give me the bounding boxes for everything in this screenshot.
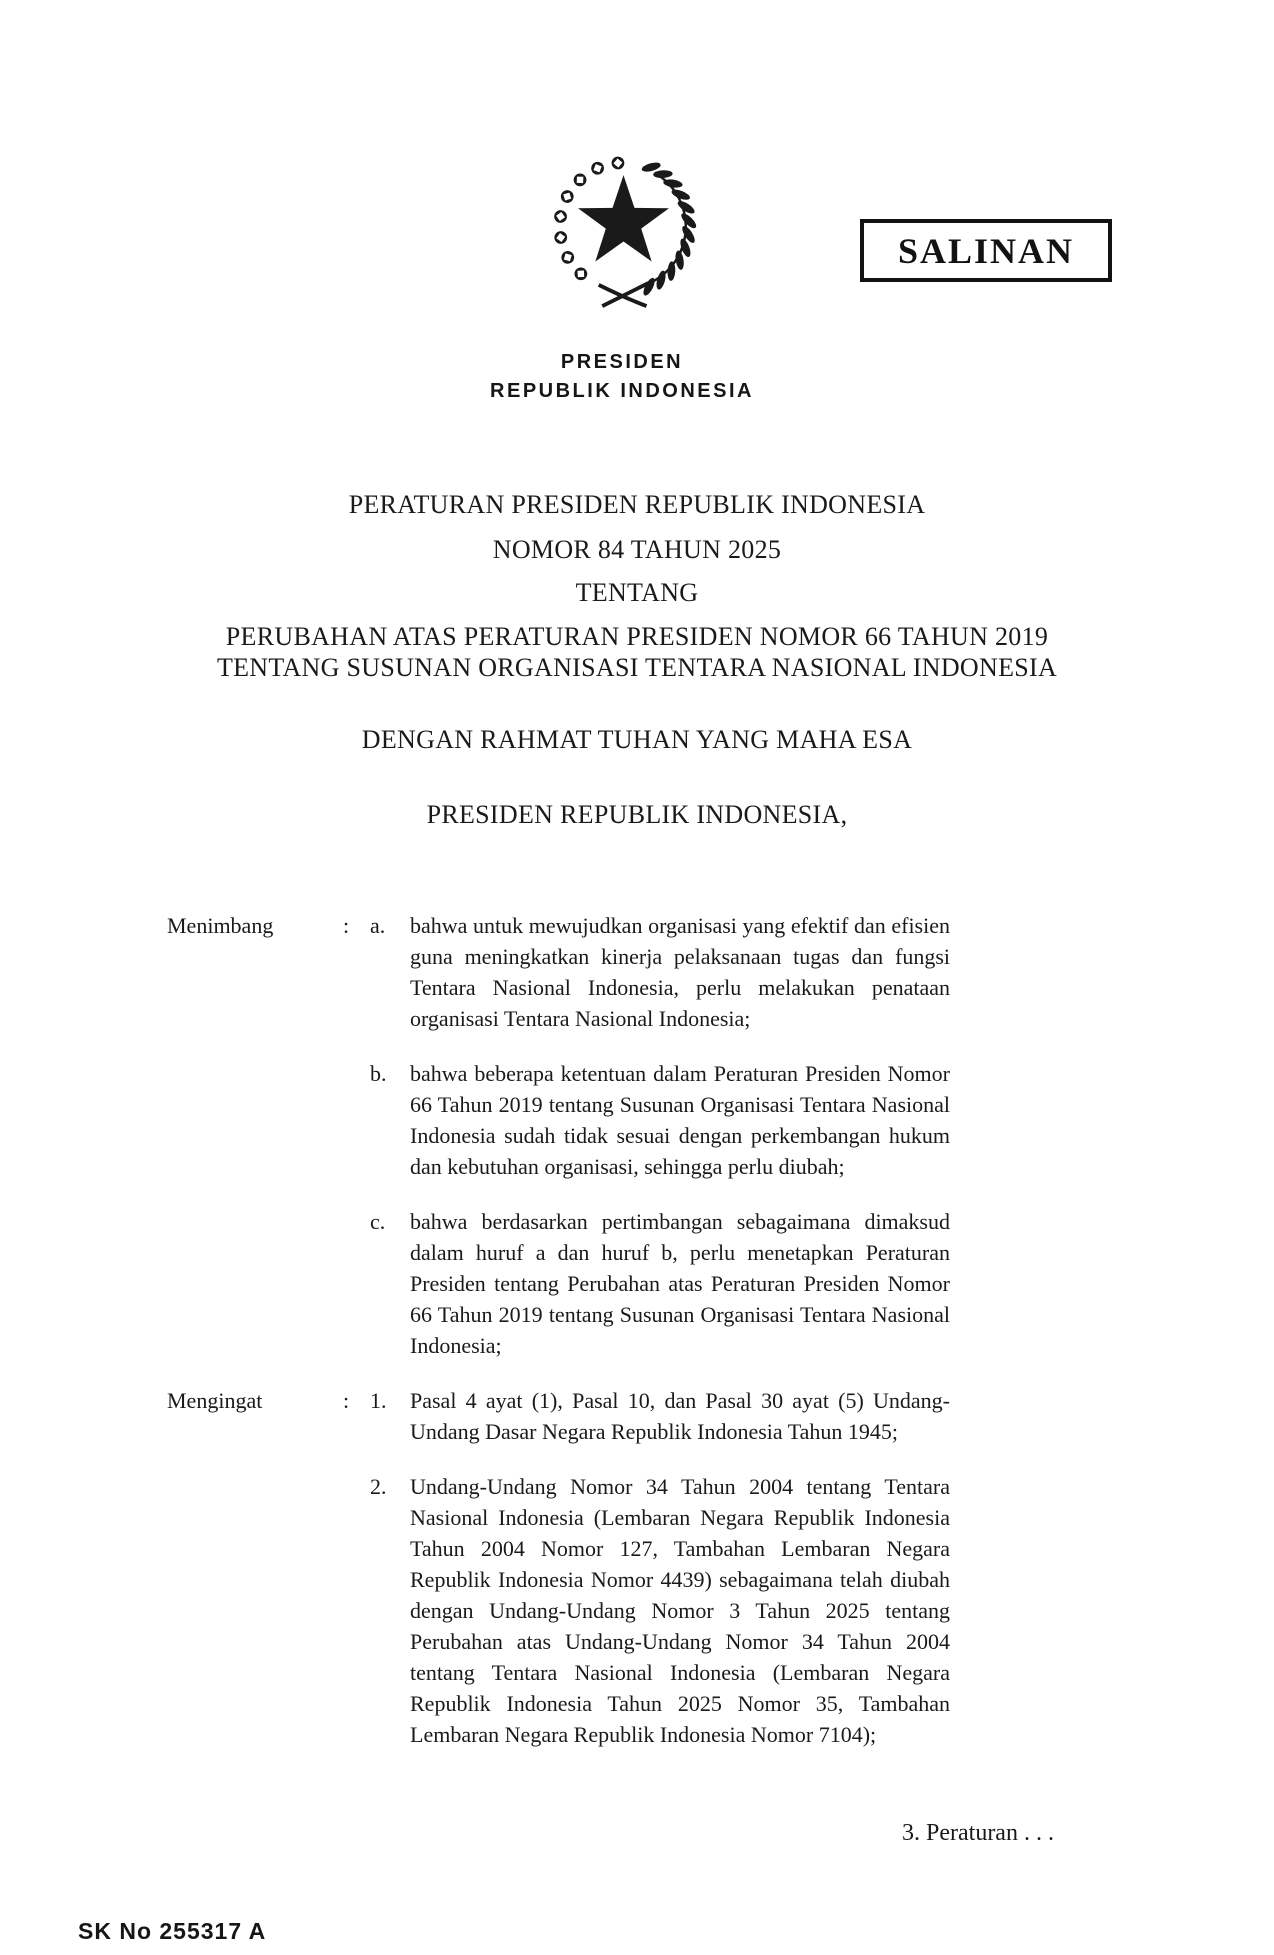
recalling-item-2	[167, 1471, 950, 1750]
recalling-item-1-marker: 1.	[370, 1388, 387, 1413]
letterhead-line1: PRESIDEN	[560, 351, 684, 373]
considering-item-b	[167, 1058, 950, 1182]
title-line-3: TENTANG	[575, 578, 699, 607]
laurel-branch-icon	[639, 161, 698, 297]
recalling-item-2-text: Undang-Undang Nomor 34 Tahun 2004 tentang Tentara Nasional Indonesia (Lembaran Negara Republik Indonesia Tahun 2004 Nomor 127, Tambahan Lembaran Negara Republik Indonesia Nomor 4439) sebagaimana telah diubah dengan Undang-Undang Nomor 3 Tahun 2025 tentang Perubahan atas Undang-Undang Nomor 34 Tahun 2004 tentang Tentara Nasional Indonesia (Lembaran Negara Republik Indonesia Tahun 2025 Nomor 35, Tambahan Lembaran Negara Republik Indonesia Nomor 7104);	[410, 1474, 950, 1747]
considering-item-a	[167, 910, 950, 1034]
presidential-star-wreath-emblem-icon	[535, 140, 712, 320]
star-icon	[578, 175, 669, 261]
letterhead-line2: REPUBLIK INDONESIA	[490, 380, 754, 402]
considering-item-b-text: bahwa beberapa ketentuan dalam Peraturan Presiden Nomor 66 Tahun 2019 tentang Susunan Organisasi Tentara Nasional Indonesia sudah tidak sesuai dengan perkembangan hukum dan kebutuhan organisasi, sehingga perlu diubah;	[410, 1061, 950, 1179]
salinan-stamp	[860, 219, 1112, 282]
title-line-2: NOMOR 84 TAHUN 2025	[492, 535, 782, 564]
invocation-line: DENGAN RAHMAT TUHAN YANG MAHA ESA	[361, 725, 913, 754]
sk-number: SK No 255317 A	[78, 1918, 267, 1944]
title-line-1: PERATURAN PRESIDEN REPUBLIK INDONESIA	[348, 490, 926, 519]
considering-item-a-text: bahwa untuk mewujudkan organisasi yang efektif dan efisien guna meningkatkan kinerja pelaksanaan tugas dan fungsi Tentara Nasional Indonesia, perlu melakukan penataan organisasi Tentara Nasional Indonesia;	[410, 913, 950, 1031]
salinan-stamp-label: SALINAN	[897, 230, 1075, 271]
recalling-label: Mengingat	[167, 1388, 263, 1413]
title-line-5: TENTANG SUSUNAN ORGANISASI TENTARA NASIONAL INDONESIA	[216, 653, 1058, 682]
considering-label: Menimbang	[167, 913, 274, 938]
salutation-line: PRESIDEN REPUBLIK INDONESIA,	[426, 800, 848, 829]
recalling-item-2-marker: 2.	[370, 1474, 387, 1499]
crossed-stems-icon	[599, 283, 649, 306]
title-line-4: PERUBAHAN ATAS PERATURAN PRESIDEN NOMOR 66 TAHUN 2019	[225, 622, 1049, 651]
considering-colon: :	[343, 913, 350, 938]
letterhead	[447, 348, 797, 406]
considering-item-c-text: bahwa berdasarkan pertimbangan sebagaimana dimaksud dalam huruf a dan huruf b, perlu menetapkan Peraturan Presiden tentang Perubahan atas Peraturan Presiden Nomor 66 Tahun 2019 tentang Susunan Organisasi Tentara Nasional Indonesia;	[410, 1209, 950, 1358]
recalling-item-1	[167, 1385, 950, 1447]
recalling-colon: :	[343, 1388, 350, 1413]
page-catchword: 3. Peraturan . . .	[902, 1820, 1054, 1846]
regulation-title	[132, 489, 1142, 683]
considering-item-a-marker: a.	[370, 913, 386, 938]
considering-item-c-marker: c.	[370, 1209, 386, 1234]
recalling-item-1-text: Pasal 4 ayat (1), Pasal 10, dan Pasal 30 ayat (5) Undang-Undang Dasar Negara Republik Indonesia Tahun 1945;	[410, 1388, 950, 1444]
clauses	[167, 910, 950, 1774]
considering-item-b-marker: b.	[370, 1061, 387, 1086]
considering-item-c	[167, 1206, 950, 1361]
